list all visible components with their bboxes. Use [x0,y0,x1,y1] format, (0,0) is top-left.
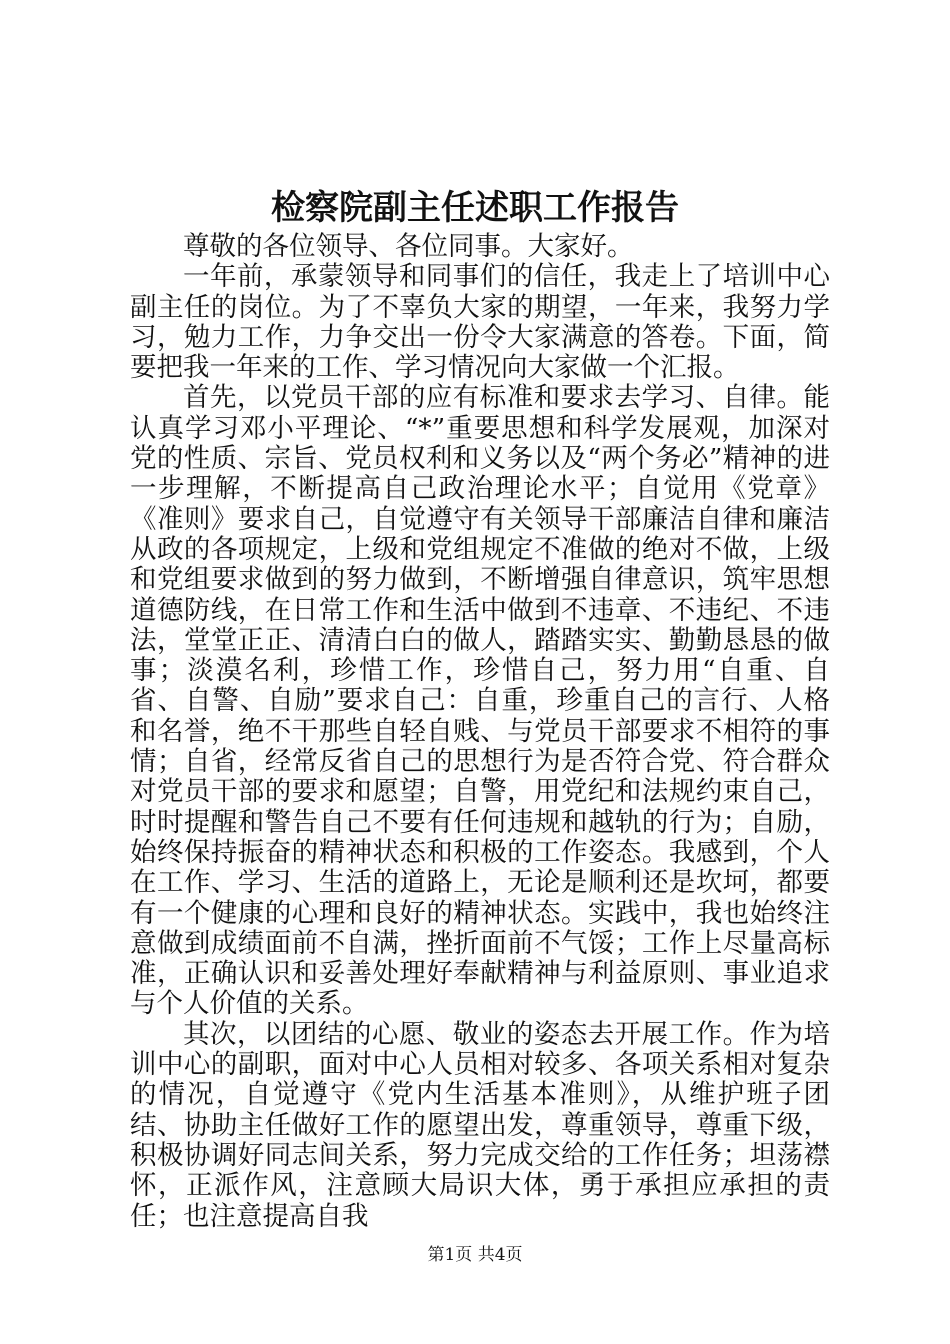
document-title: 检察院副主任述职工作报告 [271,188,679,228]
page-footer: 第1页 共4页 [427,1245,523,1265]
paragraph-intro: 一年前，承蒙领导和同事们的信任，我走上了培训中心副主任的岗位。为了不辜负大家的期望，一年来，我努力学习，勉力工作，力争交出一份令大家满意的答卷。下面，简要把我一年来的工作、学习情况向大家做一个汇报。 [130,261,830,384]
paragraph-first: 首先，以党员干部的应有标准和要求去学习、自律。能认真学习邓小平理论、“*”重要思想和科学发展观，加深对党的性质、宗旨、党员权利和义务以及“两个务必”精神的进一步理解，不断提高自己政治理论水平；自觉用《党章》《准则》要求自己，自觉遵守有关领导干部廉洁自律和廉洁从政的各项规定，上级和党组规定不准做的绝对不做，上级和党组要求做到的努力做到，不断增强自律意识，筑牢思想道德防线，在日常工作和生活中做到不违章、不违纪、不违法，堂堂正正、清清白白的做人，踏踏实实、勤勤恳恳的做事；淡漠名利，珍惜工作，珍惜自己，努力用“自重、自省、自警、自励”要求自己：自重，珍重自己的言行、人格和名誉，绝不干那些自轻自贱、与党员干部要求不相符的事情；自省，经常反省自己的思想行为是否符合党、符合群众对党员干部的要求和愿望；自警，用党纪和法规约束自己，时时提醒和警告自己不要有任何违规和越轨的行为；自励，始终保持振奋的精神状态和积极的工作姿态。我感到，个人在工作、学习、生活的道路上，无论是顺利还是坎坷，都要有一个健康的心理和良好的精神状态。实践中，我也始终注意做到成绩面前不自满，挫折面前不气馁；工作上尽量高标准，正确认识和妥善处理好奉献精神与利益原则、事业追求与个人价值的关系。 [130,382,830,1020]
paragraph-greeting: 尊敬的各位领导、各位同事。大家好。 [183,231,634,262]
paragraph-second: 其次，以团结的心愿、敬业的姿态去开展工作。作为培训中心的副职，面对中心人员相对较多、各项关系相对复杂的情况，自觉遵守《党内生活基本准则》，从维护班子团结、协助主任做好工作的愿望出发，尊重领导，尊重下级，积极协调好同志间关系，努力完成交给的工作任务；坦荡襟怀，正派作风，注意顾大局识大体，勇于承担应承担的责任；也注意提高自我 [130,1018,830,1232]
document-body [130,232,830,1232]
